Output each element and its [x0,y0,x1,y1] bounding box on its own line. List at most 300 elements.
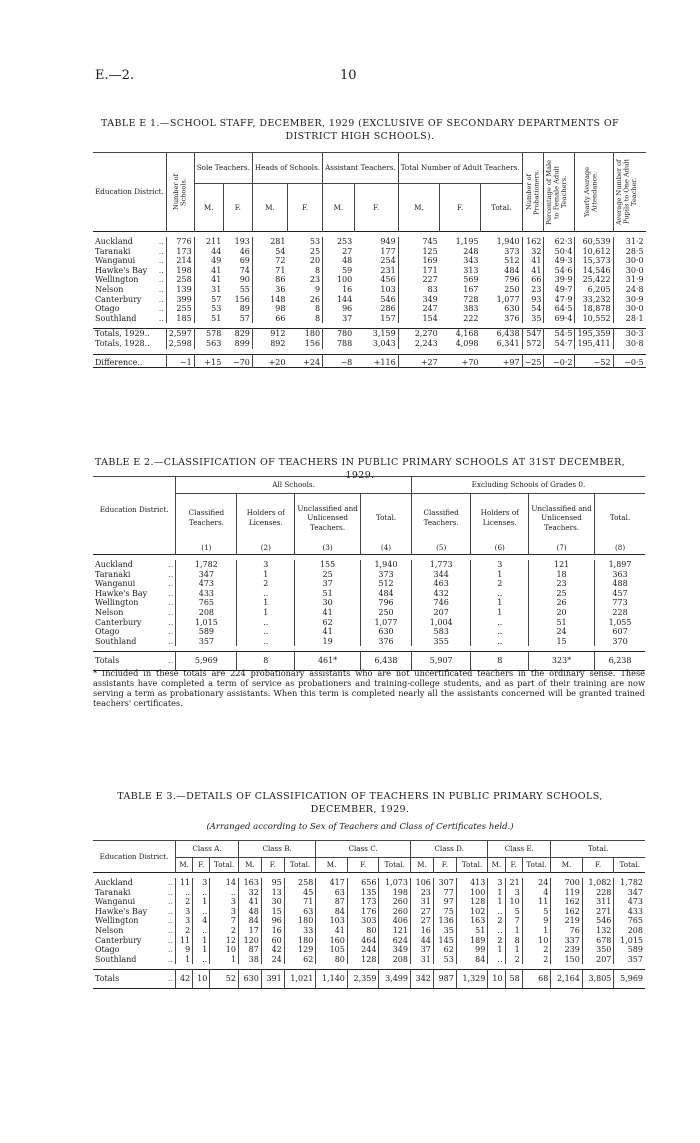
table-cell: 1,082 [582,878,614,888]
table-cell: 1 [488,945,505,955]
table-cell: 1 [193,936,210,946]
table-cell: .. [488,907,505,917]
table-cell: 30·0 [625,304,644,314]
table-e2-title: TABLE E 2.—CLASSIFICATION OF TEACHERS IN PUBLIC PRIMARY SCHOOLS AT 31ST DECEMBER, 1929. [94,457,626,481]
table-cell: 135 [347,888,379,898]
table-cell: 66 [522,275,544,285]
table-cell: 58 [505,970,522,989]
table-cell: 349 [422,294,438,304]
table-cell: 456 [354,275,398,285]
table-cell: 1 [505,945,522,955]
district-label: Otago [95,304,120,314]
table-cell: 9 [522,916,551,926]
table-cell: 53 [287,237,322,247]
table-cell: 30·0 [625,256,644,266]
table-cell: 129 [284,945,316,955]
table-cell: 155 [295,560,361,570]
table-cell: 198 [166,266,194,276]
district-label: Nelson [95,925,124,935]
table-cell: 7 [505,916,522,926]
table-cell: 417 [316,878,348,888]
table-cell: 74 [223,266,252,276]
table-cell: 5,969 [620,974,643,984]
table-cell: 1,940 [361,560,412,570]
table-cell: 51 [295,589,361,599]
leader-dots: .. [158,265,164,275]
excluding-grade0-header: Excluding Schools of Grades 0. [411,477,645,494]
col-classified-excl: Classified Teachers. [411,494,471,543]
col-unclassified-excl: Unclassified and Unlicensed Teachers. [529,494,595,543]
table-cell: 41 [211,275,222,285]
table-cell: 9 [176,945,193,955]
table-row [93,878,645,888]
table-cell: +116 [354,354,398,368]
table-cell: 45 [284,888,316,898]
sub-header-m: M. [410,858,433,873]
table-cell: 656 [347,878,379,888]
table-e3 [93,840,645,989]
assist-f-header: F. [354,184,398,232]
table-cell: 6,438 [361,652,412,671]
district-name [93,970,176,989]
table-cell: 7 [210,916,239,926]
table-cell: 406 [379,916,411,926]
table-cell: 313 [463,265,479,275]
table-cell: 463 [411,579,471,589]
leader-dots: .. [158,237,164,246]
table-cell: 208 [176,608,237,618]
table-cell: 28·5 [625,246,644,256]
table-row [93,936,645,946]
sub-header-m: M. [238,858,261,873]
table-cell: 347 [176,570,237,580]
district-label: Taranaki [95,569,131,579]
table-cell: 2 [522,955,551,965]
table-cell: 30 [295,598,361,608]
leader-dots: .. [168,607,174,617]
table-cell: 167 [463,284,479,294]
table-cell: 3 [488,878,505,888]
table-cell: .. [237,637,295,647]
table-cell: .. [210,888,239,898]
district-name [93,589,176,599]
table-cell: 357 [627,954,643,964]
table-cell: 36 [275,284,286,294]
table-cell: 1,015 [620,935,643,945]
table-cell: 248 [463,246,479,256]
table-cell: 52 [210,970,239,989]
leader-dots: .. [167,954,173,964]
table-cell: 83 [427,284,438,294]
table-row [93,304,646,314]
district-name [93,304,166,314]
table-cell: 578 [206,329,222,339]
sub-header-m: M. [316,858,348,873]
table-cell: 20 [529,608,595,618]
table-cell: 17 [238,926,261,936]
class-group-header: Class D. [410,841,487,858]
table-cell: 41 [211,265,222,275]
table-cell: 30·9 [625,294,644,304]
table-cell: 373 [481,247,523,257]
table-cell: 343 [463,256,479,266]
district-name [93,579,176,589]
table-cell: 95 [261,878,284,888]
table-cell: 258 [166,275,194,285]
table-cell: 121 [379,926,411,936]
district-label: Taranaki [95,887,131,897]
table-cell: 3,043 [354,339,398,349]
table-cell: 2,598 [166,339,194,349]
table-e1 [93,152,646,368]
district-name [93,598,176,608]
sub-header-t: Total. [379,858,411,873]
sub-header-f: F. [193,858,210,873]
table-cell: 1,329 [456,970,488,989]
table-cell: 169 [422,256,438,266]
table-cell: 1 [488,888,505,898]
district-label: Auckland [95,237,133,246]
table-cell: +15 [204,357,222,367]
table-cell: 41 [522,266,544,276]
district-name [93,560,176,570]
table-cell: 457 [612,588,628,598]
table-cell: 6,341 [481,339,523,349]
table-row [93,339,646,349]
table-cell: 48 [342,256,353,266]
table-cell: 144 [336,294,353,304]
leader-dots: .. [168,569,174,579]
district-name [93,637,176,647]
table-cell: 342 [410,970,433,989]
table-cell: 156 [223,295,252,305]
sub-header-f: F. [261,858,284,873]
table-cell: 1 [522,926,551,936]
table-cell: 350 [582,945,614,955]
table-cell: 8 [471,652,529,671]
sub-header-f: F. [347,858,379,873]
table-cell: 30 [261,897,284,907]
table-cell: 546 [582,916,614,926]
leader-dots: .. [168,627,174,637]
col-probationers: Number of Probationers. [522,153,544,232]
district-name [93,945,176,955]
table-cell: 195,359 [575,329,613,339]
table-cell: 30·8 [625,338,644,348]
table-cell: 18 [529,570,595,580]
table-cell: 630 [361,627,412,637]
table-cell: 119 [551,888,583,898]
sub-header-f: F. [505,858,522,873]
table-cell: 484 [481,266,523,276]
table-cell: 208 [379,955,411,965]
table-cell: 1,773 [411,560,471,570]
table-cell: .. [471,618,529,628]
col-assistant-teachers: Assistant Teachers. [323,153,399,184]
table-cell: 4 [193,916,210,926]
district-label: Canterbury [95,935,142,945]
class-group-header: Class C. [316,841,411,858]
table-cell: 373 [361,570,412,580]
table-cell: 796 [481,275,523,285]
table-cell: 260 [379,897,411,907]
table-row [93,560,645,570]
table-cell: 2,164 [551,970,583,989]
table-cell: 77 [433,888,456,898]
table-cell: 678 [582,936,614,946]
table-cell: 15 [261,907,284,917]
leader-dots: .. [168,588,174,598]
table-cell: 57 [223,314,252,324]
table-cell: 37 [342,313,353,323]
district-label: Totals [95,974,120,984]
table-cell: 1 [237,598,295,608]
table-cell: 27 [410,916,433,926]
table-cell: 69·4 [544,314,575,324]
table-cell: 75 [433,907,456,917]
district-label: Wanganui [95,897,136,907]
table-cell: .. [237,589,295,599]
table-row [93,888,645,898]
table-cell: 51 [529,618,595,628]
table-cell: 3 [176,907,193,917]
table-cell: 2 [210,926,239,936]
table-cell: 68 [522,970,551,989]
table-cell: 14,546 [575,266,613,276]
district-label: Canterbury [95,294,142,304]
table-cell: 21 [505,878,522,888]
table-cell: 222 [463,313,479,323]
leader-dots: .. [167,887,173,897]
table-cell: 2 [488,936,505,946]
table-row [93,354,646,368]
table-cell: 1,897 [608,560,632,569]
table-cell: 60 [261,936,284,946]
table-cell: 84 [456,955,488,965]
district-name [93,907,176,917]
table-cell: 87 [238,945,261,955]
class-group-header: Class A. [176,841,239,858]
table-cell: 19 [295,637,361,647]
table-cell: 125 [422,246,438,256]
district-label: Hawke's Bay [95,906,148,916]
sole-f-header: F. [223,184,252,232]
table-cell: 18,878 [575,304,613,314]
table-cell: 30·3 [625,329,644,339]
table-cell: 97 [433,897,456,907]
table-cell: 2 [176,897,193,907]
table-cell: 26 [287,295,322,305]
sub-header-m: M. [176,858,193,873]
table-cell: 624 [379,936,411,946]
table-row [93,266,646,276]
total-f-header: F. [440,184,481,232]
class-group-header: Class E. [488,841,551,858]
table-cell: 1 [471,598,529,608]
table-cell: .. [193,926,210,936]
column-number: (6) [471,542,529,555]
district-label: Wellington [95,275,139,285]
district-label: Hawke's Bay [95,265,148,275]
table-cell: 3,159 [354,329,398,339]
table-cell: 432 [411,589,471,599]
sub-header-f: F. [582,858,614,873]
table-cell: .. [193,907,210,917]
table-cell: 25,422 [575,275,613,285]
table-cell: 54·7 [544,339,575,349]
table-cell: 1,940 [481,237,523,247]
table-cell: 176 [347,907,379,917]
table-cell: 31 [211,284,222,294]
col-holders: Holders of Licenses. [237,494,295,543]
leader-dots: .. [168,636,174,646]
table-cell: 630 [481,304,523,314]
table-cell: 1,021 [284,970,316,989]
table-cell: 31 [410,897,433,907]
district-name [93,570,176,580]
district-label: Canterbury [95,617,142,627]
table-cell: 59 [342,265,353,275]
table-row [93,970,645,989]
table-cell: 48 [238,907,261,917]
district-label: Southland [95,954,137,964]
table-cell: 4,098 [455,338,479,348]
table-e2-footnote: * Included in these totals are 224 probationary assistants who are not uncertificated teachers in the ordinary sense. These assistants have completed a term of service as probationers and training-college students, and as part of their training are now serving a term as probationary assistants. When this term is completed nearly all the assistants concerned will be granted trained teachers' certificates. [93,668,645,708]
sub-header-t: Total. [284,858,316,873]
sub-header-m: M. [551,858,583,873]
table-cell: 11 [522,897,551,907]
table-cell: .. [488,955,505,965]
table-cell: 5 [505,907,522,917]
table-cell: 2 [522,945,551,955]
table-cell: 14 [210,878,239,888]
table-cell: 23 [522,285,544,295]
table-cell: 8 [505,936,522,946]
table-cell: 227 [422,275,438,285]
table-cell: 41 [522,256,544,266]
table-cell: 84 [316,907,348,917]
table-row [93,618,645,628]
table-cell: 6,438 [481,329,523,339]
table-cell: 62 [295,618,361,628]
table-cell: 120 [238,936,261,946]
table-cell: 71 [275,265,286,275]
table-cell: 156 [287,339,322,349]
table-cell: 33,232 [575,295,613,305]
district-name [93,897,176,907]
table-cell: 154 [422,313,438,323]
table-cell: 231 [354,266,398,276]
table-cell: 250 [481,285,523,295]
table-cell: 54 [522,304,544,314]
table-cell: 41 [295,608,361,618]
table-cell: 69 [223,256,252,266]
table-cell: 433 [176,589,237,599]
table-cell: 363 [612,569,628,579]
table-cell: .. [237,627,295,637]
table-cell: 2 [237,579,295,589]
table-cell: 4 [522,888,551,898]
table-cell: 433 [627,906,643,916]
table-cell: 26 [529,598,595,608]
table-cell: 10 [488,970,505,989]
table-row [93,608,645,618]
table-cell: 72 [275,256,286,266]
table-cell: −52 [575,354,613,368]
col-education-district: Education District. [93,477,176,543]
sub-header-f: F. [433,858,456,873]
table-cell: 563 [206,338,222,348]
table-cell: 54·5 [544,329,575,339]
table-cell: 255 [166,304,194,314]
table-cell: 271 [582,907,614,917]
table-cell: 31·9 [625,275,644,285]
table-cell: 38 [238,955,261,965]
class-group-header: Class B. [238,841,315,858]
table-cell: 87 [316,897,348,907]
table-row [93,897,645,907]
leader-dots: .. [168,598,174,608]
district-label: Difference.. [95,357,143,367]
table-cell: 10 [210,945,239,955]
leader-dots: .. [158,313,164,323]
total-m-header: M. [398,184,440,232]
col-holders-excl: Holders of Licenses. [471,494,529,543]
table-cell: 1,782 [620,878,643,887]
table-cell: 4,168 [455,329,479,339]
table-cell: 150 [551,955,583,965]
table-cell: 62 [433,945,456,955]
table-cell: 15,373 [575,256,613,266]
table-cell: 96 [342,304,353,314]
table-cell: 281 [270,237,286,246]
district-label: Auckland [95,878,133,887]
table-cell: 148 [270,294,286,304]
table-cell: 100 [456,888,488,898]
table-cell: 39·9 [544,275,575,285]
sub-header-t: Total. [522,858,551,873]
table-cell: .. [176,888,193,898]
table-cell: .. [193,955,210,965]
table-cell: 207 [411,608,471,618]
table-cell: 10,612 [575,247,613,257]
table-cell: 344 [411,570,471,580]
table-cell: 189 [456,936,488,946]
table-cell: 473 [627,897,643,907]
district-label: Otago [95,627,120,637]
table-cell: 49·3 [544,256,575,266]
table-cell: 899 [223,339,252,349]
table-cell: 177 [354,247,398,257]
table-cell: 1,004 [411,618,471,628]
column-number: (5) [411,542,471,555]
table-cell: 1 [471,570,529,580]
district-label: Totals, 1928.. [95,338,150,348]
table-cell: 20 [287,256,322,266]
table-cell: 53 [433,955,456,965]
table-cell: 391 [261,970,284,989]
table-cell: 76 [551,926,583,936]
table-e2 [93,476,645,671]
table-cell: 1,073 [379,878,411,888]
table-cell: 15 [529,637,595,647]
table-cell: 102 [456,907,488,917]
table-cell: 23 [529,579,595,589]
leader-dots: .. [167,935,173,945]
col-percentage-male-female: Percentage of Male to Female Adult Teachers. [544,153,575,232]
table-cell: 589 [627,945,643,955]
table-cell: 464 [347,936,379,946]
